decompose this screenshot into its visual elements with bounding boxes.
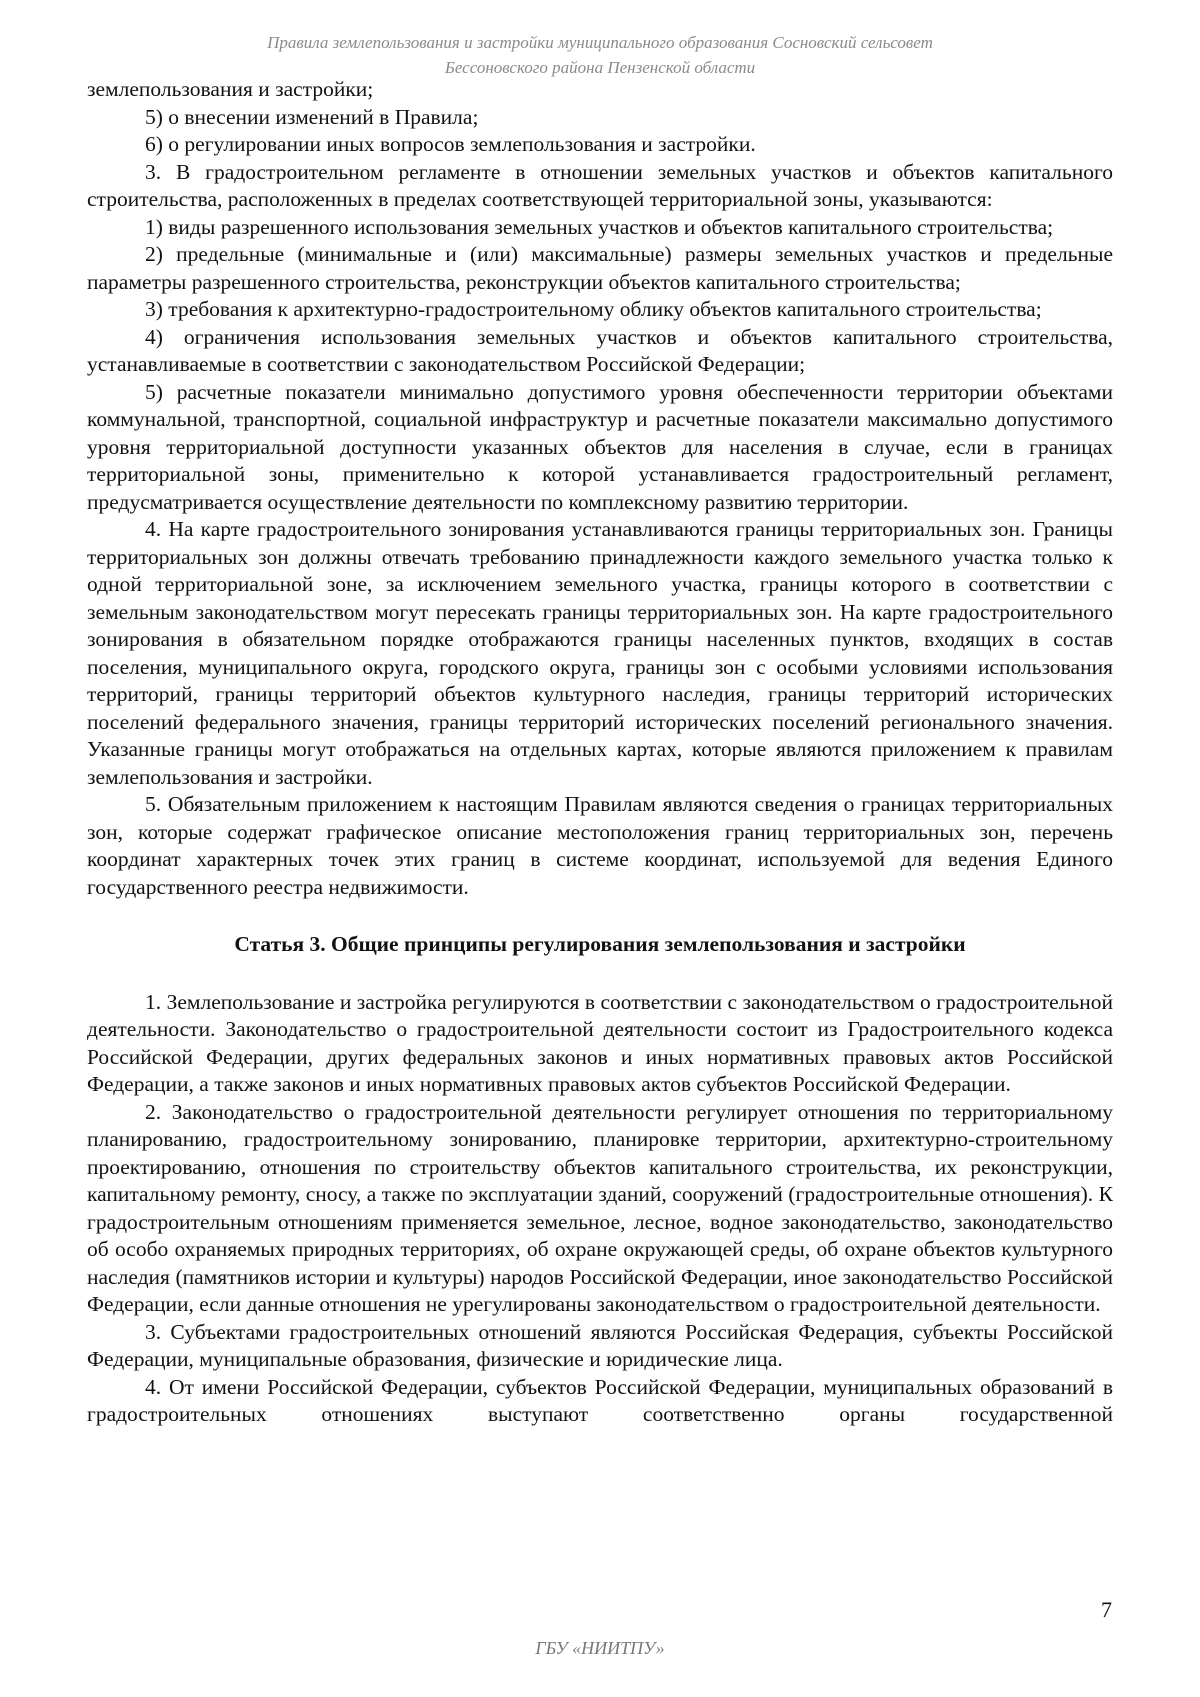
paragraph: 3. В градостроительном регламенте в отношении земельных участков и объектов капитального строительства, расположенных в пределах соответствующей территориальной зоны, указываются: [87, 159, 1113, 211]
paragraph: 5) о внесении изменений в Правила; [145, 104, 479, 129]
paragraph: 4) ограничения использования земельных участков и объектов капитального строительства, устанавливаемые в соответствии с законодательством Российской Федерации; [87, 324, 1113, 376]
running-header [120, 30, 1080, 80]
paragraph: 3. Субъектами градостроительных отношений являются Российская Федерация, субъекты Российской Федерации, муниципальные образования, физические и юридические лица. [87, 1319, 1113, 1371]
running-footer: ГБУ «НИИТПУ» [535, 1638, 665, 1658]
paragraph: 5) расчетные показатели минимально допустимого уровня обеспеченности территории объектами коммунальной, транспортной, социальной инфраструктур и расчетные показатели максимально допустимого уровня территориальной доступности указанных объектов для населения в случае, если в границах территориальной зоны, применительно к которой устанавливается градостроительный регламент, предусматривается осуществление деятельности по комплексному развитию территории. [87, 379, 1113, 514]
paragraph: 1. Землепользование и застройка регулируются в соответствии с законодательством о градостроительной деятельности. Законодательство о градостроительной деятельности состоит из Градостроительного кодекса Российской Федерации, других федеральных законов и иных нормативных правовых актов Российской Федерации, а также законов и иных нормативных правовых актов субъектов Российской Федерации. [87, 989, 1113, 1096]
spacer [87, 901, 1113, 931]
paragraph: 4. От имени Российской Федерации, субъектов Российской Федерации, муниципальных образований в градостроительных отношениях выступают соответственно органы государственной [87, 1374, 1113, 1426]
document-body [87, 76, 1113, 1429]
paragraph: 3) требования к архитектурно-градостроительному облику объектов капитального строительства; [145, 297, 1042, 321]
paragraph: 2) предельные (минимальные и (или) максимальные) размеры земельных участков и предельные параметры разрешенного строительства, реконструкции объектов капитального строительства; [87, 242, 1113, 294]
spacer [87, 959, 1113, 989]
page-number: 7 [1101, 1597, 1112, 1622]
running-header-line-1: Правила землепользования и застройки муниципального образования Сосновский сельсовет [267, 33, 933, 52]
paragraph: 4. На карте градостроительного зонирования устанавливаются границы территориальных зон. Границы территориальных зон должны отвечать требованию принадлежности каждого земельного участка только к одной территориальной зоне, за исключением земельного участка, границы которого в соответствии с земельным законодательством могут пересекать границы территориальных зон. На карте градостроительного зонирования в обязательном порядке отображаются границы населенных пунктов, входящих в состав поселения, муниципального округа, городского округа, границы зон с особыми условиями использования территорий, границы территорий объектов культурного наследия, границы территорий исторических поселений федерального значения, границы территорий исторических поселений регионального значения. Указанные границы могут отображаться на отдельных картах, которые являются приложением к правилам землепользования и застройки. [87, 517, 1113, 789]
paragraph: 2. Законодательство о градостроительной деятельности регулирует отношения по территориальному планированию, градостроительному зонированию, планировке территории, архитектурно-строительному проектированию, отношения по строительству объектов капитального строительства, их реконструкции, капитальному ремонту, сносу, а также по эксплуатации зданий, сооружений (градостроительные отношения). К градостроительным отношениям применяется земельное, лесное, водное законодательство, законодательство об особо охраняемых природных территориях, об охране окружающей среды, об охране объектов культурного наследия (памятников истории и культуры) народов Российской Федерации, иное законодательство Российской Федерации, если данные отношения не урегулированы законодательством о градостроительной деятельности. [87, 1099, 1113, 1316]
paragraph: 1) виды разрешенного использования земельных участков и объектов капитального строительства; [145, 214, 1054, 239]
running-header-line-2: Бессоновского района Пензенской области [444, 58, 756, 77]
paragraph: 5. Обязательным приложением к настоящим Правилам являются сведения о границах территориальных зон, которые содержат графическое описание местоположения границ территориальных зон, перечень координат характерных точек этих границ в системе координат, используемой для ведения Единого государственного реестра недвижимости. [87, 792, 1113, 899]
paragraph: 6) о регулировании иных вопросов землепользования и застройки. [145, 132, 756, 156]
paragraph: землепользования и застройки; [87, 77, 374, 101]
article-heading: Статья 3. Общие принципы регулирования землепользования и застройки [234, 932, 966, 956]
